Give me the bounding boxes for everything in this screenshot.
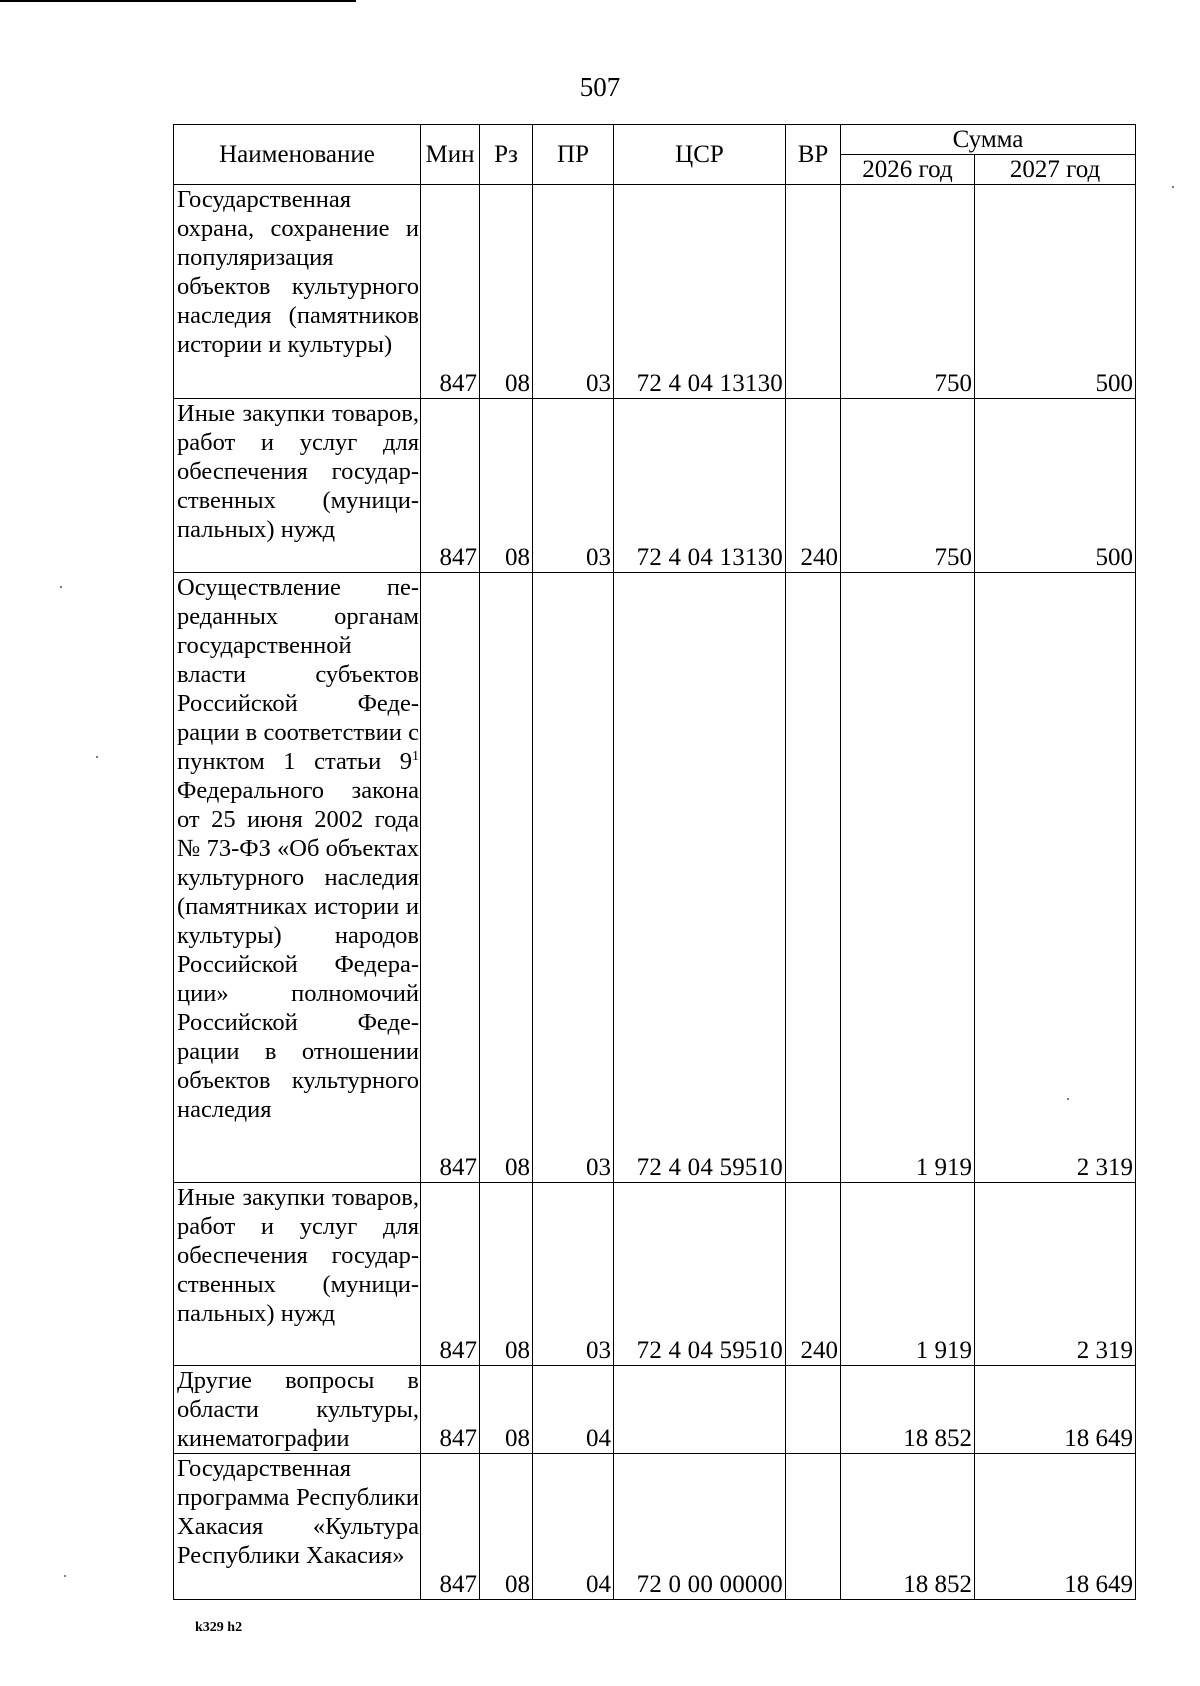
row-csr: 72 4 04 59510 xyxy=(614,573,786,1183)
footer-code: k329 h2 xyxy=(195,1620,243,1635)
row-csr xyxy=(614,1366,786,1454)
row-rz: 08 xyxy=(480,1183,533,1366)
row-2026: 1 919 xyxy=(841,573,975,1183)
row-2026: 750 xyxy=(841,185,975,399)
row-2027: 18 649 xyxy=(975,1366,1136,1454)
row-name: Государственная охрана, сохранение и популяризация объектов культурного наследия (памятников истории и культуры) xyxy=(174,185,421,399)
scan-speck xyxy=(1172,186,1174,188)
header-vr: ВР xyxy=(786,125,841,185)
table-row xyxy=(174,1366,1136,1454)
row-min: 847 xyxy=(421,573,480,1183)
header-min: Мин xyxy=(421,125,480,185)
row-rz: 08 xyxy=(480,185,533,399)
table-row xyxy=(174,1183,1136,1366)
row-pr: 04 xyxy=(533,1454,614,1600)
row-name: Иные закупки товаров, работ и услуг для обеспечения государственных (муниципальных) нужд xyxy=(174,1183,421,1366)
header-sum: Сумма xyxy=(841,125,1136,155)
row-csr: 72 4 04 59510 xyxy=(614,1183,786,1366)
row-2027: 500 xyxy=(975,185,1136,399)
budget-table xyxy=(173,124,1136,1600)
row-csr: 72 0 00 00000 xyxy=(614,1454,786,1600)
row-2027: 2 319 xyxy=(975,573,1136,1183)
row-rz: 08 xyxy=(480,1366,533,1454)
row-rz: 08 xyxy=(480,399,533,573)
table-row xyxy=(174,1454,1136,1600)
row-vr: 240 xyxy=(786,1183,841,1366)
row-pr: 03 xyxy=(533,1183,614,1366)
top-rule xyxy=(0,0,356,2)
row-name: Осуществление переданных органам государственной власти субъектов Российской Федерации в соответствии с пунктом 1 статьи $9^1$ Федерального закона от 25 июня 2002 года № 73-ФЗ «Об объектах культурного наследия (памятниках истории и культуры) народов Российской Федерации» полномочий Российской Федерации в отношении объектов культурного наследия xyxy=(174,573,421,1183)
table-row xyxy=(174,185,1136,399)
row-2027: 500 xyxy=(975,399,1136,573)
row-name: Государственная программа Республики Хакасия «Культура Республики Хакасия» xyxy=(174,1454,421,1600)
row-pr: 03 xyxy=(533,573,614,1183)
row-name: Иные закупки товаров, работ и услуг для обеспечения государственных (муниципальных) нужд xyxy=(174,399,421,573)
row-2026: 18 852 xyxy=(841,1366,975,1454)
row-min: 847 xyxy=(421,185,480,399)
row-2026: 1 919 xyxy=(841,1183,975,1366)
row-min: 847 xyxy=(421,1454,480,1600)
header-csr: ЦСР xyxy=(614,125,786,185)
scan-speck xyxy=(96,756,98,758)
table-row xyxy=(174,399,1136,573)
row-vr xyxy=(786,573,841,1183)
row-name: Другие вопросы в области культуры, кинематографии xyxy=(174,1366,421,1454)
row-rz: 08 xyxy=(480,573,533,1183)
row-pr: 04 xyxy=(533,1366,614,1454)
row-min: 847 xyxy=(421,1366,480,1454)
header-pr: ПР xyxy=(533,125,614,185)
row-csr: 72 4 04 13130 xyxy=(614,185,786,399)
row-csr: 72 4 04 13130 xyxy=(614,399,786,573)
row-vr xyxy=(786,185,841,399)
scan-speck xyxy=(64,1575,66,1577)
row-vr xyxy=(786,1454,841,1600)
page-number: 507 xyxy=(579,72,621,102)
row-2026: 18 852 xyxy=(841,1454,975,1600)
header-rz: Рз xyxy=(480,125,533,185)
row-2027: 2 319 xyxy=(975,1183,1136,1366)
row-vr xyxy=(786,1366,841,1454)
row-min: 847 xyxy=(421,399,480,573)
scan-speck xyxy=(60,586,62,588)
scan-speck xyxy=(1067,1098,1069,1100)
row-2026: 750 xyxy=(841,399,975,573)
header-2026: 2026 год xyxy=(841,155,975,185)
row-2027: 18 649 xyxy=(975,1454,1136,1600)
row-pr: 03 xyxy=(533,185,614,399)
row-rz: 08 xyxy=(480,1454,533,1600)
row-vr: 240 xyxy=(786,399,841,573)
header-2027: 2027 год xyxy=(975,155,1136,185)
row-pr: 03 xyxy=(533,399,614,573)
header-name: Наименование xyxy=(174,125,421,185)
table-row xyxy=(174,573,1136,1183)
row-min: 847 xyxy=(421,1183,480,1366)
